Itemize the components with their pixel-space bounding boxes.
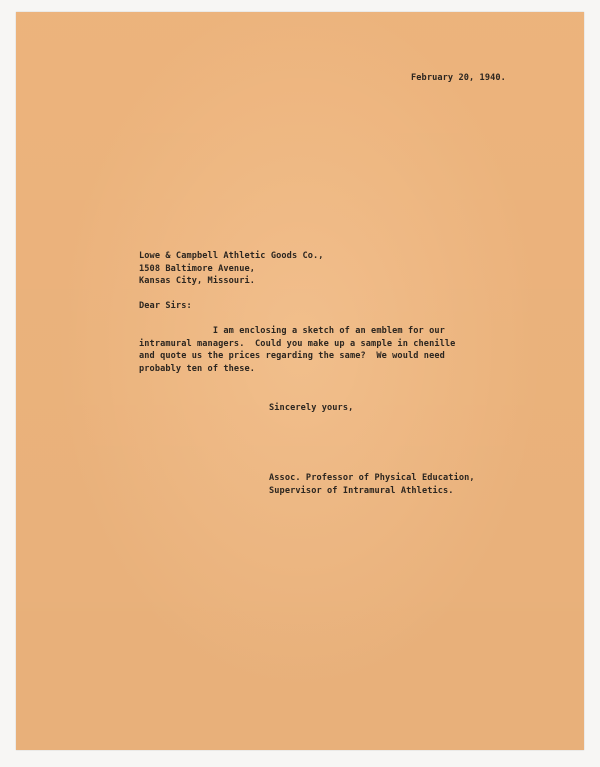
salutation: Dear Sirs:	[139, 301, 192, 311]
letter-page	[16, 12, 584, 750]
signature-block	[269, 472, 475, 497]
body-line-4: probably ten of these.	[139, 363, 256, 374]
letter-date: February 20, 1940.	[411, 73, 506, 83]
recipient-address	[139, 250, 324, 288]
signature-line-2: Supervisor of Intramural Athletics.	[269, 485, 454, 496]
body-line-2: intramural managers. Could you make up a sample in chenille	[139, 338, 456, 349]
address-line-3: Kansas City, Missouri.	[139, 276, 256, 286]
body-line-3: and quote us the prices regarding the same? We would need	[139, 351, 445, 361]
closing: Sincerely yours,	[269, 403, 354, 413]
body-line-1: I am enclosing a sketch of an emblem for our	[139, 326, 445, 336]
signature-line-1: Assoc. Professor of Physical Education,	[269, 473, 475, 483]
address-line-2: 1508 Baltimore Avenue,	[139, 263, 256, 274]
letter-body	[139, 325, 455, 375]
address-line-1: Lowe & Campbell Athletic Goods Co.,	[139, 251, 324, 261]
